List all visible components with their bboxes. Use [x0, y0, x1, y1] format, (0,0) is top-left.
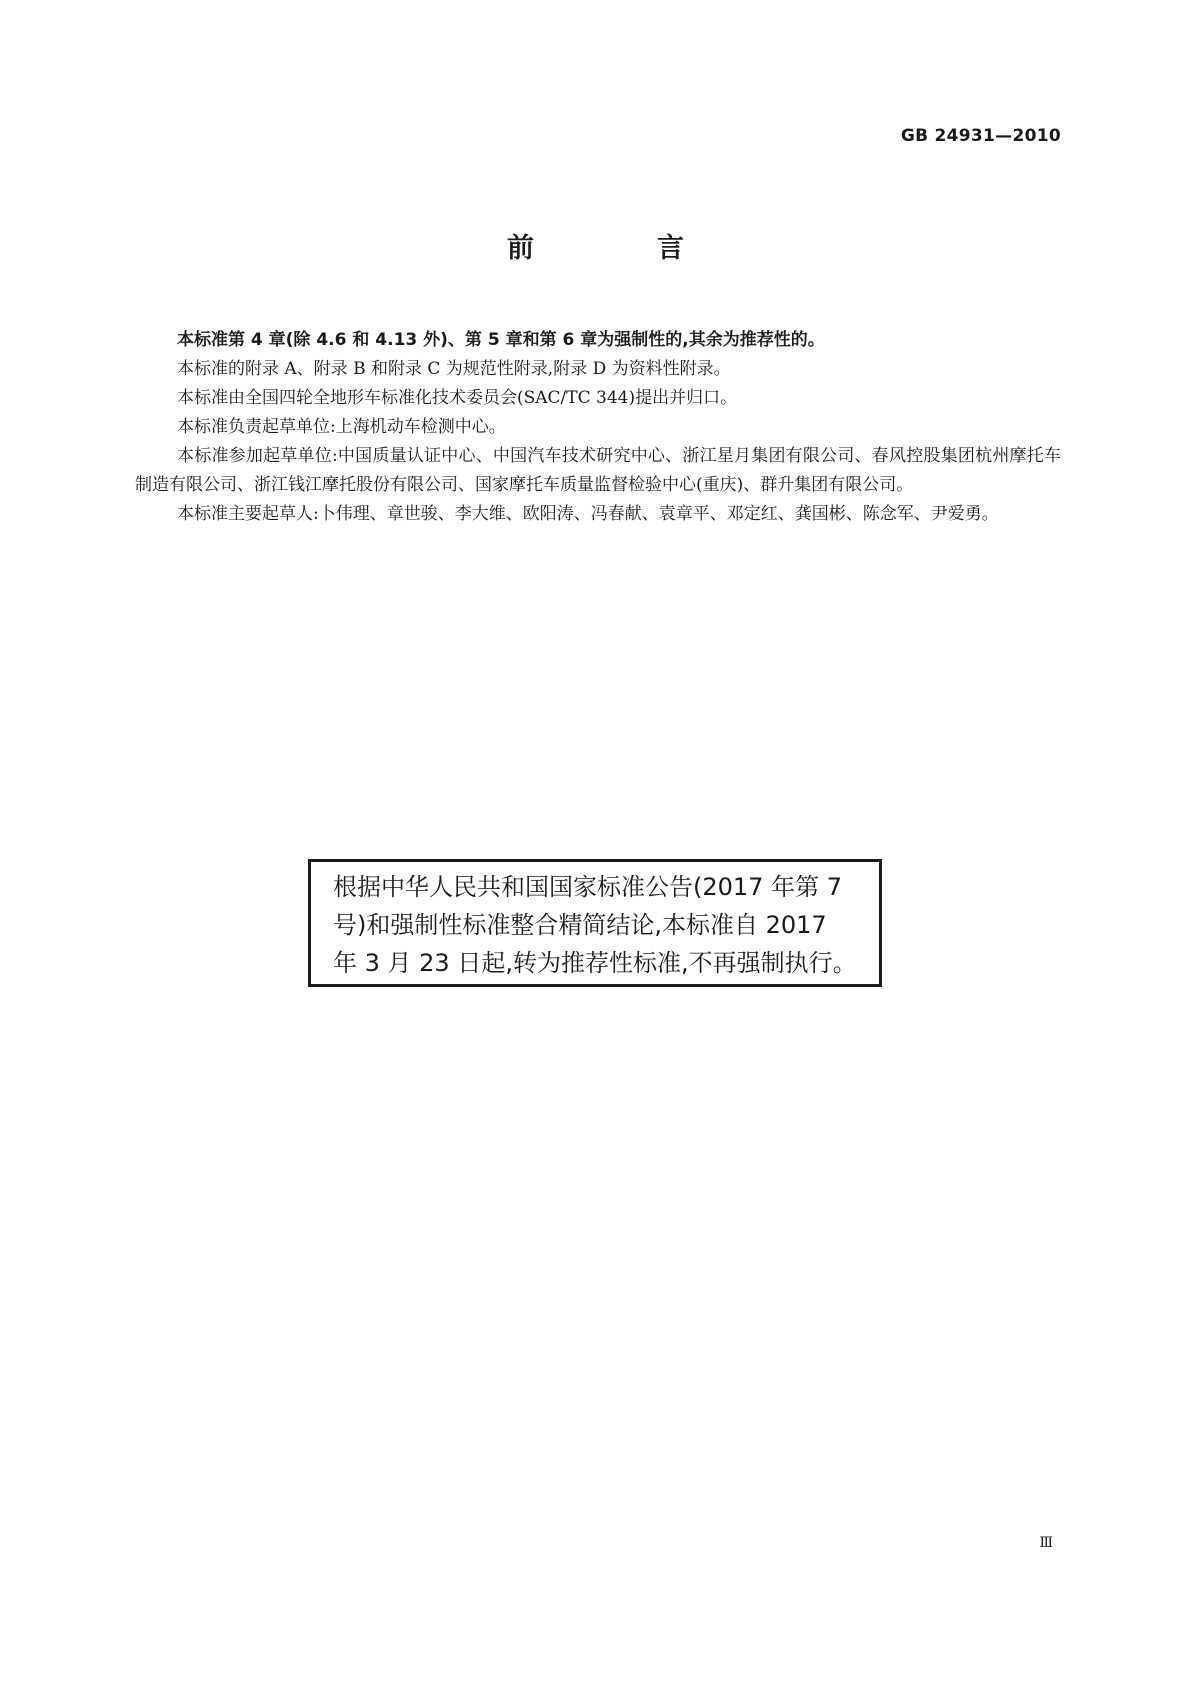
- notice-box: [308, 859, 882, 987]
- paragraph-mandatory-clauses: 本标准第 4 章(除 4.6 和 4.13 外)、第 5 章和第 6 章为强制性的,其余为推荐性的。: [177, 330, 825, 350]
- standard-code: GB 24931—2010: [900, 126, 1061, 146]
- notice-line: 年 3 月 23 日起,转为推荐性标准,不再强制执行。: [333, 949, 857, 977]
- paragraph-annexes: 本标准的附录 A、附录 B 和附录 C 为规范性附录,附录 D 为资料性附录。: [177, 359, 731, 379]
- notice-line: 号)和强制性标准整合精简结论,本标准自 2017: [333, 911, 827, 939]
- page-title: 前 言: [507, 233, 732, 264]
- foreword-body: [135, 326, 1061, 529]
- notice-line: 根据中华人民共和国国家标准公告(2017 年第 7: [333, 873, 842, 901]
- page-number: Ⅲ: [1039, 1535, 1053, 1551]
- paragraph-participating-drafters: 本标准参加起草单位:中国质量认证中心、中国汽车技术研究中心、浙江星月集团有限公司、春风控股集团杭州摩托车制造有限公司、浙江钱江摩托股份有限公司、国家摩托车质量监督检验中心(重庆)、群升集团有限公司。: [135, 446, 1061, 495]
- paragraph-committee: 本标准由全国四轮全地形车标准化技术委员会(SAC/TC 344)提出并归口。: [177, 388, 738, 408]
- paragraph-responsible-drafter: 本标准负责起草单位:上海机动车检测中心。: [177, 417, 506, 437]
- paragraph-main-drafters: 本标准主要起草人:卜伟理、章世骏、李大维、欧阳涛、冯春献、袁章平、邓定红、龚国彬、陈念军、尹爱勇。: [177, 504, 999, 524]
